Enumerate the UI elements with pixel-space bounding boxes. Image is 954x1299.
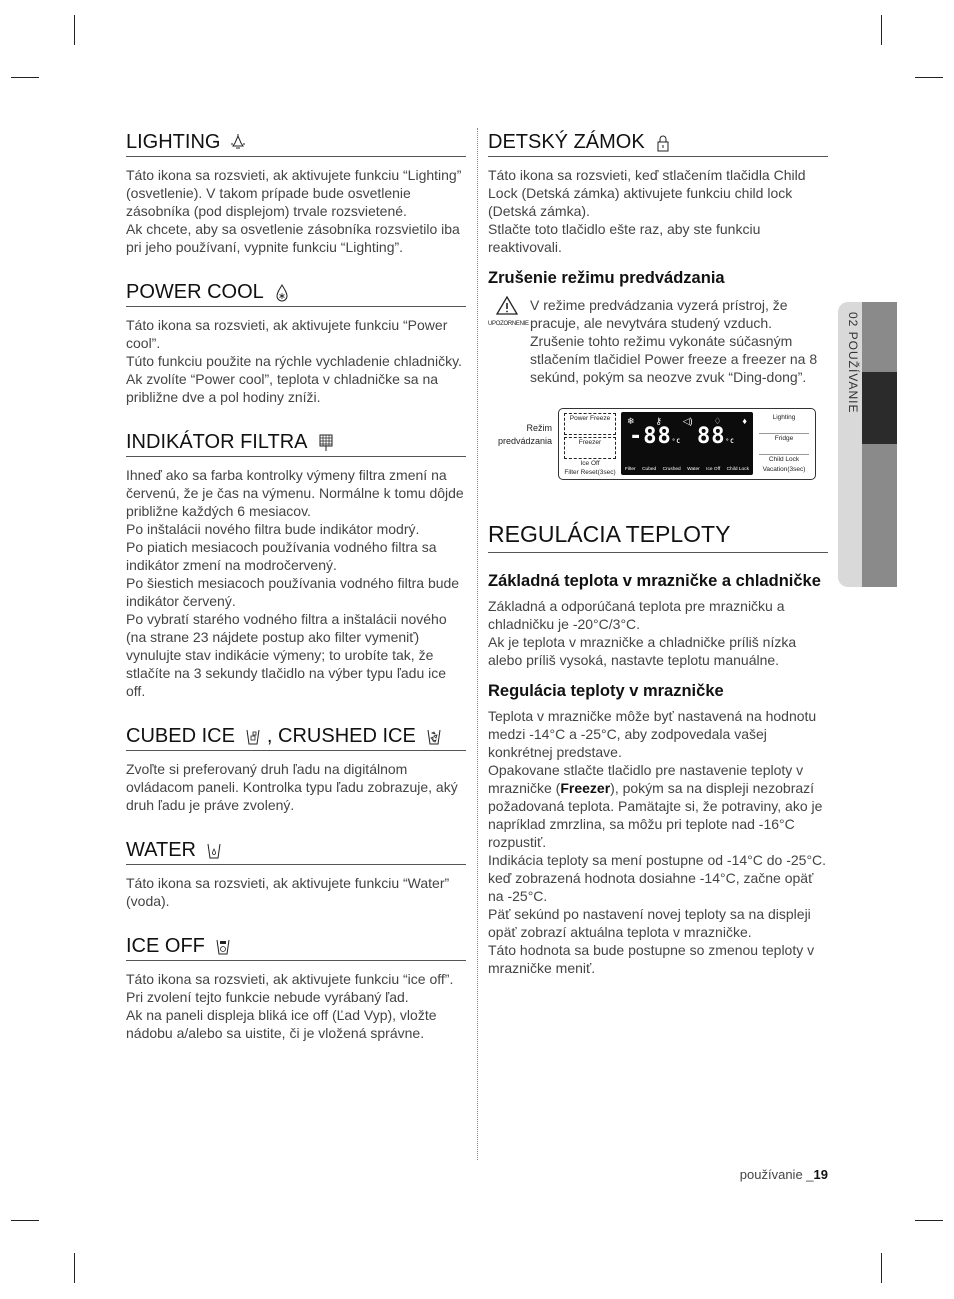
warning-marker xyxy=(488,296,529,386)
crop-mark xyxy=(881,1253,882,1283)
section-heading-large: REGULÁCIA TEPLOTY xyxy=(488,515,828,553)
paragraph: Po piatich mesiacoch používania vodného filtra sa indikátor zmení na modročervený. xyxy=(126,539,437,573)
lock-icon xyxy=(653,133,673,153)
crop-mark xyxy=(915,1220,943,1221)
display-label: Crushed xyxy=(662,467,681,472)
paragraph: Ak chcete, aby sa osvetlenie zásobníka rozsvietilo iba pri jeho používaní, vypnite funkciu “Lighting”. xyxy=(126,221,460,255)
crop-mark xyxy=(915,77,943,78)
warning-text xyxy=(526,296,828,386)
crop-mark xyxy=(11,1220,39,1221)
child-lock-button xyxy=(759,455,809,475)
lightbulb-icon: ♢ xyxy=(713,416,722,426)
display-label: Water xyxy=(687,467,700,472)
section-heading xyxy=(126,425,466,457)
section-heading xyxy=(126,719,466,751)
control-panel-figure xyxy=(488,408,828,508)
crushed-ice-icon xyxy=(424,727,444,747)
section-heading xyxy=(126,275,466,307)
paragraph: Táto ikona sa rozsvieti, keď stlačením tlačidla Child Lock (Detská zámka) aktivujete funkciu child lock (Detská zámka). xyxy=(488,167,806,219)
subheading: Základná teplota v mrazničke a chladničke xyxy=(488,572,821,590)
paragraph: Táto ikona sa rozsvieti, ak aktivujete funkciu “ice off”. Pri zvolení tejto funkcie nebude vyrábaný ľad. xyxy=(126,971,454,1005)
paragraph: Táto ikona sa rozsvieti, ak aktivujete funkciu “Water” (voda). xyxy=(126,875,450,909)
paragraph: Indikácia teploty sa mení postupne od -14°C do -25°C. keď zobrazená hodnota dosiahne -14°C, začne opäť na -25°C. xyxy=(488,852,827,904)
paragraph xyxy=(488,761,828,851)
display-label: Cubed xyxy=(642,467,657,472)
paragraph: Základná a odporúčaná teplota pre mrazničku a chladničku je -20°C/3°C. xyxy=(488,598,785,632)
section-heading xyxy=(126,929,466,961)
display-labels xyxy=(625,467,749,472)
right-column xyxy=(488,125,828,977)
unit: °C xyxy=(671,438,681,445)
warning-triangle-icon xyxy=(496,296,518,315)
section-temperature xyxy=(488,515,828,977)
button-label: Ice Off xyxy=(580,460,600,467)
button-label: Child Lock xyxy=(768,456,800,463)
freezer-keyword: Freezer xyxy=(560,780,611,796)
heading-text: POWER COOL xyxy=(126,281,264,303)
filter-icon xyxy=(316,433,336,453)
paragraph: Ihneď ako sa farba kontrolky výmeny filtra zmení na červenú, že je čas na výmenu. Normálne k tomu dôjde približne každých 6 mesiacov. xyxy=(126,467,464,519)
button-sublabel: Vacation(3sec) xyxy=(762,466,806,473)
crop-mark xyxy=(881,15,882,45)
section-child-lock xyxy=(488,125,828,256)
paragraph: Túto funkciu použite na rýchle vychladenie chladničky. Ak zvolíte “Power cool”, teplota v chladničke sa na približne dve a pol hodiny zníži. xyxy=(126,353,462,405)
column-divider xyxy=(477,128,478,1160)
drop-snowflake-icon xyxy=(272,283,292,303)
segment-digits: 88 xyxy=(697,424,726,449)
panel-right-buttons xyxy=(759,413,809,475)
water-glass-icon xyxy=(204,841,224,861)
paragraph: Po vybratí starého vodného filtra a inštalácii nového (na strane 23 nájdete postup ako filter vymeniť) vynulujte stav indikácie výmeny; to urobíte tak, že stlačíte na 3 sekundy tlačidlo na výber typu ľadu ice off. xyxy=(126,611,447,699)
heading-text: LIGHTING xyxy=(126,131,221,153)
panel-left-buttons xyxy=(564,413,616,475)
section-ice-off xyxy=(126,929,466,1042)
paragraph: Stlačte toto tlačidlo ešte raz, aby ste funkciu reaktivovali. xyxy=(488,221,761,255)
heading-text: WATER xyxy=(126,839,196,861)
footer-text: používanie _ xyxy=(739,1167,814,1182)
section-heading xyxy=(126,125,466,157)
section-water xyxy=(126,833,466,910)
unit: °C xyxy=(725,438,735,445)
heading-text: INDIKÁTOR FILTRA xyxy=(126,431,308,453)
paragraph: Teplota v mrazničke môže byť nastavená na hodnotu medzi -14°C a -25°C, aby zodpovedala vašej konkrétnej predstave. xyxy=(488,708,817,760)
display-label: Child Lock xyxy=(726,467,749,472)
text-run: Opakovane stlačte tlačidlo pre nastavenie teploty v mrazničke ( xyxy=(488,762,804,796)
heading-text: , CRUSHED ICE xyxy=(266,725,416,747)
lighting-button: Lighting xyxy=(759,413,809,434)
section-cubed-crushed xyxy=(126,719,466,814)
callout-text: predvádzania xyxy=(497,436,552,446)
paragraph: Ak je teplota v mrazničke a chladničke príliš nízka alebo príliš vysoká, nastavte teplotu manuálne. xyxy=(488,634,797,668)
display-label: Filter xyxy=(625,467,636,472)
segment-digits: -88 xyxy=(629,424,672,449)
power-freeze-button: Power Freeze xyxy=(564,413,616,435)
heading-text: CUBED ICE xyxy=(126,725,235,747)
section-power-cool xyxy=(126,275,466,406)
snowflake-icon: ❄ xyxy=(627,416,635,426)
fridge-button: Fridge xyxy=(759,434,809,455)
fridge-temp-readout xyxy=(697,424,735,449)
display-label: Ice Off xyxy=(706,467,721,472)
paragraph: Táto ikona sa rozsvieti, ak aktivujete funkciu “Lighting” (osvetlenie). V takom prípade bude osvetlenie zásobníka (pod displejom) trvale rozsvietené. xyxy=(126,167,462,219)
panel-display xyxy=(621,412,753,475)
section-lighting xyxy=(126,125,466,256)
button-sublabel: Filter Reset(3sec) xyxy=(564,469,616,476)
subheading: Regulácia teploty v mrazničke xyxy=(488,682,724,700)
subheading: Zrušenie režimu predvádzania xyxy=(488,269,725,287)
section-filter xyxy=(126,425,466,700)
warning-label: UPOZORNENIE xyxy=(488,321,529,327)
paragraph: Táto ikona sa rozsvieti, ak aktivujete funkciu “Power cool”. xyxy=(126,317,448,351)
paragraph: Táto hodnota sa bude postupne so zmenou teploty v mrazničke meniť. xyxy=(488,942,815,976)
paragraph: Po šiestich mesiacoch používania vodného filtra bude indikátor červený. xyxy=(126,575,460,609)
freezer-button: Freezer xyxy=(564,437,616,459)
control-panel xyxy=(558,408,816,480)
page-footer xyxy=(740,1167,828,1182)
side-tab-marker xyxy=(862,372,897,444)
paragraph: Zvoľte si preferovaný druh ľadu na digitálnom ovládacom paneli. Kontrolka typu ľadu zobrazuje, aký druh ľadu je práve zvolený. xyxy=(126,761,458,813)
section-heading xyxy=(488,125,828,157)
heading-text: ICE OFF xyxy=(126,935,205,957)
paragraph: Ak na paneli displeja bliká ice off (Ľad Vyp), vložte nádobu a/alebo sa uistite, či je vložená správne. xyxy=(126,1007,437,1041)
text-run: ), pokým sa na displeji nezobrazí požadovaná teplota. Pamätajte si, že potraviny, ako je napríklad zmrzlina, sa môžu pri teplote nad -16°C rozpustiť. xyxy=(488,780,823,850)
left-column xyxy=(126,125,466,1061)
side-tab-strip xyxy=(862,302,897,587)
lightbulb-icon xyxy=(228,133,248,153)
section-heading xyxy=(126,833,466,865)
ice-off-icon xyxy=(213,937,233,957)
crop-mark xyxy=(11,77,39,78)
freezer-temp-readout xyxy=(629,424,681,449)
warning-box xyxy=(488,296,828,386)
side-tab-label: 02 POUŽÍVANIE xyxy=(846,312,860,414)
section-demo-mode xyxy=(488,268,828,508)
drop-icon: ♦ xyxy=(742,416,747,426)
panel-callout xyxy=(488,422,552,448)
speaker-icon: ◁) xyxy=(682,416,693,426)
paragraph: V režime predvádzania vyzerá prístroj, že pracuje, ale nevytvára studený vzduch. xyxy=(530,297,788,331)
paragraph: Po inštalácii nového filtra bude indikátor modrý. xyxy=(126,521,420,537)
crop-mark xyxy=(74,1253,75,1283)
ice-off-button xyxy=(564,459,616,479)
key-icon: ⚷ xyxy=(655,416,662,426)
cubed-ice-icon xyxy=(243,727,263,747)
paragraph: Päť sekúnd po nastavení novej teploty sa na displeji opäť zobrazí aktuálna teplota v mrazničke. xyxy=(488,906,811,940)
callout-text: Režim xyxy=(526,423,552,433)
crop-mark xyxy=(74,15,75,45)
paragraph: Zrušenie tohto režimu vykonáte súčasným stlačením tlačidiel Power freeze a freezer na 8 sekúnd, pokým sa neozve zvuk “Ding-dong”. xyxy=(530,333,818,385)
page-number: 19 xyxy=(813,1167,828,1182)
heading-text: DETSKÝ ZÁMOK xyxy=(488,131,645,153)
